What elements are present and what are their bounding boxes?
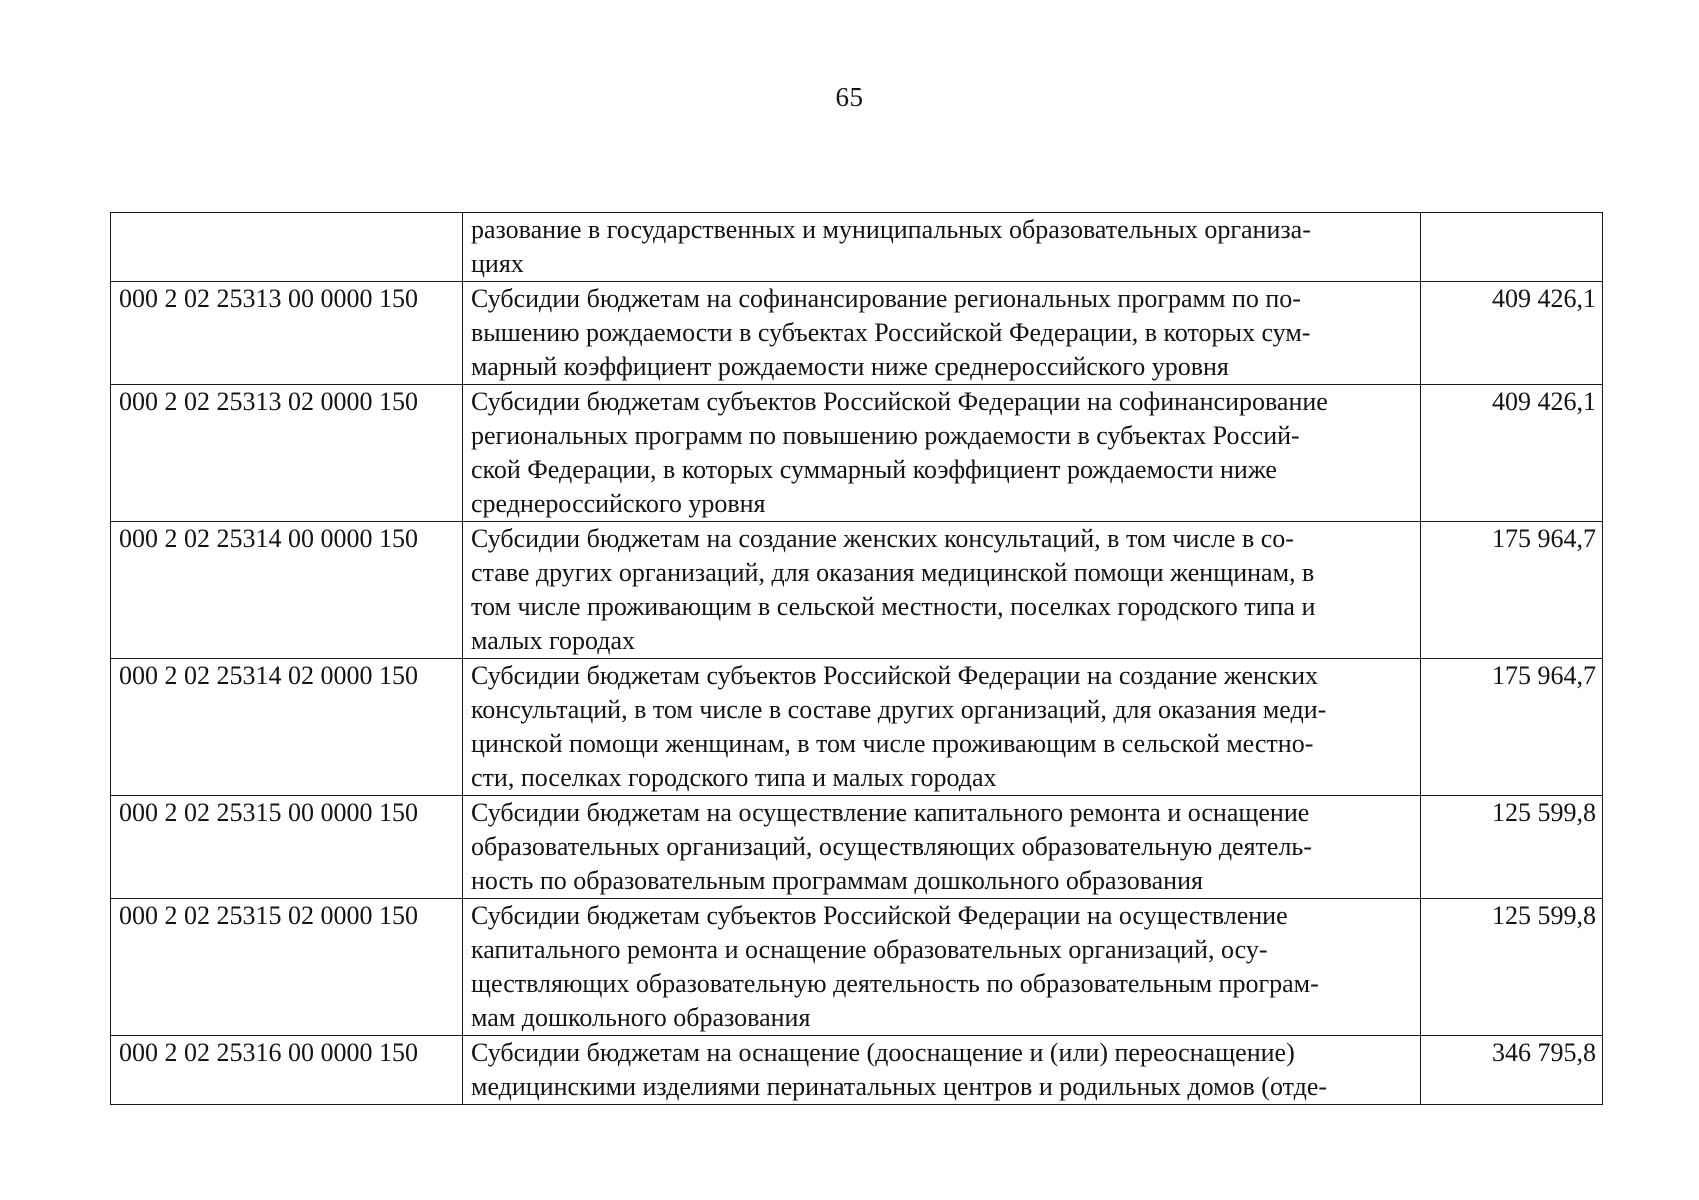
description-line: ской Федерации, в которых суммарный коэффициент рождаемости ниже [471,455,1277,484]
budget-amount: 175 964,7 [1421,659,1603,796]
budget-amount: 125 599,8 [1421,796,1603,899]
table-row [111,522,1603,659]
budget-amount: 409 426,1 [1421,385,1603,522]
description-line: ность по образовательным программам дошкольного образования [471,866,1203,895]
page-number: 65 [835,82,864,112]
budget-description [463,899,1421,1036]
description-line: марный коэффициент рождаемости ниже среднероссийского уровня [471,352,1229,381]
description-line: ставе других организаций, для оказания медицинской помощи женщинам, в [471,558,1315,587]
description-line: сти, поселках городского типа и малых городах [471,763,997,792]
description-line: Субсидии бюджетам на софинансирование региональных программ по по- [471,284,1301,313]
budget-code: 000 2 02 25313 02 0000 150 [111,385,463,522]
table-row [111,899,1603,1036]
budget-description [463,213,1421,282]
budget-code: 000 2 02 25315 00 0000 150 [111,796,463,899]
budget-code: 000 2 02 25313 00 0000 150 [111,282,463,385]
table-row [111,796,1603,899]
table-row [111,213,1603,282]
budget-code [111,213,463,282]
description-line: мам дошкольного образования [471,1003,811,1032]
budget-amount: 125 599,8 [1421,899,1603,1036]
budget-description [463,522,1421,659]
table-row [111,385,1603,522]
description-line: Субсидии бюджетам субъектов Российской Федерации на создание женских [471,661,1319,690]
budget-amount: 409 426,1 [1421,282,1603,385]
budget-code: 000 2 02 25315 02 0000 150 [111,899,463,1036]
description-line: капитального ремонта и оснащение образовательных организаций, осу- [471,935,1268,964]
description-line: разование в государственных и муниципальных образовательных организа- [471,215,1311,244]
budget-code: 000 2 02 25316 00 0000 150 [111,1036,463,1105]
description-line: малых городах [471,626,636,655]
budget-code: 000 2 02 25314 02 0000 150 [111,659,463,796]
description-line: Субсидии бюджетам на оснащение (дооснащение и (или) переоснащение) [471,1038,1295,1067]
description-line: региональных программ по повышению рождаемости в субъектах Россий- [471,421,1300,450]
description-line: медицинскими изделиями перинатальных центров и родильных домов (отде- [471,1072,1328,1101]
budget-description [463,796,1421,899]
description-line: Субсидии бюджетам субъектов Российской Федерации на софинансирование [471,387,1328,416]
budget-amount: 175 964,7 [1421,522,1603,659]
description-line: консультаций, в том числе в составе других организаций, для оказания меди- [471,695,1327,724]
description-line: образовательных организаций, осуществляющих образовательную деятель- [471,832,1312,861]
budget-description [463,1036,1421,1105]
budget-amount [1421,213,1603,282]
table-row [111,659,1603,796]
table-row [111,1036,1603,1105]
description-line: цинской помощи женщинам, в том числе проживающим в сельской местно- [471,729,1314,758]
budget-description [463,282,1421,385]
description-line: циях [471,249,524,278]
budget-code: 000 2 02 25314 00 0000 150 [111,522,463,659]
description-line: том числе проживающим в сельской местности, поселках городского типа и [471,592,1316,621]
description-line: Субсидии бюджетам на создание женских консультаций, в том числе в со- [471,524,1294,553]
budget-description [463,385,1421,522]
description-line: вышению рождаемости в субъектах Российской Федерации, в которых сум- [471,318,1311,347]
description-line: Субсидии бюджетам на осуществление капитального ремонта и оснащение [471,798,1310,827]
budget-table [110,212,1603,1105]
budget-description [463,659,1421,796]
table-row [111,282,1603,385]
budget-amount: 346 795,8 [1421,1036,1603,1105]
description-line: среднероссийского уровня [471,489,766,518]
description-line: Субсидии бюджетам субъектов Российской Федерации на осуществление [471,901,1288,930]
description-line: ществляющих образовательную деятельность по образовательным програм- [471,969,1319,998]
